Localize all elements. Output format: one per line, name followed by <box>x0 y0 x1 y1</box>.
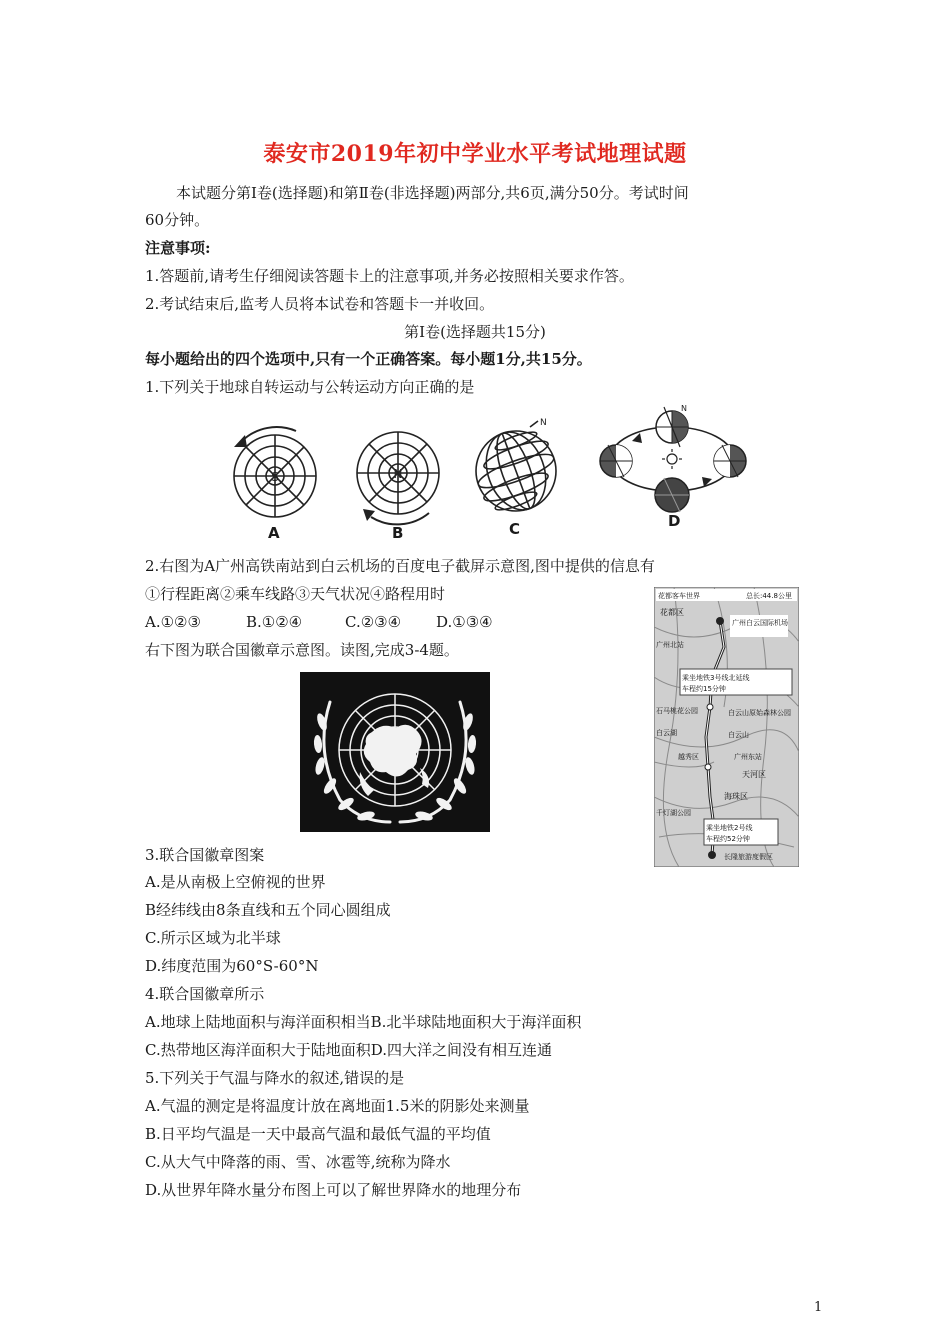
option: A.气温的测定是将温度计放在离地面1.5米的阴影处来测量 <box>145 1097 530 1115</box>
figure-label-c: C <box>509 520 521 538</box>
question-2-stem: 2.右图为A广州高铁南站到白云机场的百度电子截屏示意图,图中提供的信息有 <box>145 557 655 575</box>
globe-letter: N <box>681 404 687 413</box>
globe-letter: S <box>271 470 279 484</box>
map-label: 广州东站 <box>734 753 762 761</box>
map-label: 白云山原始森林公园 <box>728 709 791 717</box>
option: A.①②③ <box>145 613 201 631</box>
route-map <box>654 587 799 867</box>
figure-label-d: D <box>668 512 681 530</box>
option: B经纬线由8条直线和五个同心圆组成 <box>145 901 391 919</box>
intro-line-1: 本试题分第Ⅰ卷(选择题)和第Ⅱ卷(非选择题)两部分,共6页,满分50分。考试时间 <box>176 184 689 202</box>
option-line: C.热带地区海洋面积大于陆地面积D.四大洋之间没有相互连通 <box>145 1041 552 1059</box>
map-label: 长隆旅游度假区 <box>724 853 773 861</box>
page-number: 1 <box>814 1300 823 1315</box>
notice-heading: 注意事项: <box>145 239 211 257</box>
question-1-stem: 1.下列关于地球自转运动与公转运动方向正确的是 <box>145 378 475 396</box>
figure-c-globe <box>470 415 570 525</box>
map-label: 白云湖 <box>656 729 677 737</box>
option: B.日平均气温是一天中最高气温和最低气温的平均值 <box>145 1125 491 1143</box>
map-label: 广州白云国际机场 <box>732 619 788 627</box>
map-label: 石马桃花公园 <box>656 707 698 715</box>
question-3-4-intro: 右下图为联合国徽章示意图。读图,完成3-4题。 <box>145 641 459 659</box>
notice-item: 1.答题前,请考生仔细阅读答题卡上的注意事项,并务必按照相关要求作答。 <box>145 267 634 285</box>
intro-line-2: 60分钟。 <box>145 211 210 229</box>
map-label: 天河区 <box>742 770 766 779</box>
map-label: 海珠区 <box>724 792 748 801</box>
option: A.是从南极上空俯视的世界 <box>145 873 326 891</box>
map-label: 车程约52分钟 <box>706 835 750 843</box>
globe-letter: N <box>540 418 547 428</box>
map-label: 广州北站 <box>656 641 684 649</box>
option-line: A.地球上陆地面积与海洋面积相当B.北半球陆地面积大于海洋面积 <box>145 1013 582 1031</box>
map-label: 车程约15分钟 <box>682 685 726 693</box>
question-5-stem: 5.下列关于气温与降水的叙述,错误的是 <box>145 1069 405 1087</box>
option: D.纬度范围为60°S-60°N <box>145 957 319 975</box>
question-4-stem: 4.联合国徽章所示 <box>145 985 265 1003</box>
map-label: 总长:44.8公里 <box>746 592 792 600</box>
map-label: 白云山 <box>728 731 749 739</box>
map-label: 乘坐地铁3号线北延线 <box>682 674 750 682</box>
map-label: 越秀区 <box>678 753 699 761</box>
option: C.从大气中降落的雨、雪、冰雹等,统称为降水 <box>145 1153 451 1171</box>
figure-label-a: A <box>268 524 280 542</box>
option: C.②③④ <box>345 613 402 631</box>
option: C.所示区域为北半球 <box>145 929 281 947</box>
map-label: 乘坐地铁2号线 <box>706 824 753 832</box>
figure-d-revolution <box>594 403 754 521</box>
section-title: 第Ⅰ卷(选择题共15分) <box>404 323 546 341</box>
page-title: 泰安市2019年初中学业水平考试地理试题 <box>263 141 687 167</box>
notice-item: 2.考试结束后,监考人员将本试卷和答题卡一并收回。 <box>145 295 495 313</box>
figure-label-b: B <box>392 524 404 542</box>
un-emblem <box>300 672 490 832</box>
question-2-info: ①行程距离②乘车线路③天气状况④路程用时 <box>145 585 446 603</box>
map-label: 花都区 <box>660 608 684 617</box>
option: D.从世界年降水量分布图上可以了解世界降水的地理分布 <box>145 1181 522 1199</box>
question-3-stem: 3.联合国徽章图案 <box>145 846 265 864</box>
globe-letter: N <box>393 467 403 481</box>
option: B.①②④ <box>246 613 303 631</box>
section-instruction: 每小题给出的四个选项中,只有一个正确答案。每小题1分,共15分。 <box>145 350 592 368</box>
map-label: 千灯湖公园 <box>656 809 691 817</box>
map-label: 花都客车世界 <box>658 592 700 600</box>
option: D.①③④ <box>436 613 493 631</box>
